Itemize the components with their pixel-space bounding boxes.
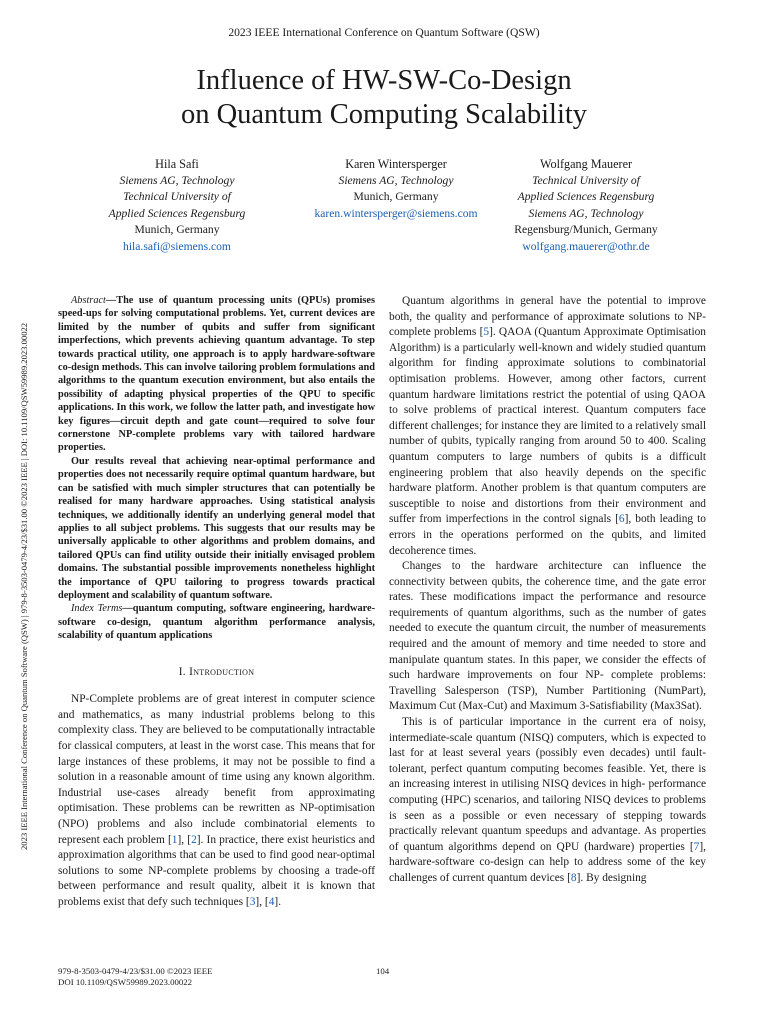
author-location: Munich, Germany — [134, 223, 220, 236]
side-margin-notice — [19, 190, 31, 850]
paper-title — [0, 64, 768, 132]
intro-text: ], [ — [255, 895, 269, 908]
author-affiliation: Technical University of — [532, 173, 640, 187]
abstract-label: Abstract — [71, 295, 106, 306]
conference-header: 2023 IEEE International Conference on Quantum Software (QSW) — [228, 26, 540, 39]
author-block-mauerer — [500, 156, 672, 255]
body-paragraph-3 — [389, 715, 706, 887]
index-terms-label: Index Terms — [71, 603, 123, 615]
author-affiliation: Siemens AG, Technology — [528, 206, 644, 220]
author-affiliation: Applied Sciences Regensburg — [517, 190, 655, 203]
citation-link[interactable]: 7 — [693, 840, 700, 853]
author-affiliation: Applied Sciences Regensburg — [108, 206, 246, 220]
author-email-link[interactable]: wolfgang.mauerer@othr.de — [522, 239, 650, 253]
author-location: Regensburg/Munich, Germany — [514, 223, 658, 236]
index-terms-text: —quantum computing, software engineering, hardware-software co-design, quantum algorithm performance analysis, scalability of quantum applications — [58, 603, 375, 642]
abstract-paragraph-2: Our results reveal that achieving near-optimal performance and properties does not necessarily require optimal quantum hardware, but can be satisfied with much simpler structures that can potentially be realised for many hardware approaches. Using statistical analysis techniques, we additionally identify an underlying general model that applies to all subject problems. This suggests that our results may be universally applicable to other algorithms and problem domains, and tailored QPUs can find utility outside their initially envisaged problem domains. The substantial possible improvements nonetheless highlight the importance of QPU tailoring to progress towards practical deployment and scalability of quantum software. — [58, 455, 375, 601]
citation-link[interactable]: 1 — [171, 833, 178, 846]
body-text: ], hardware-software co-design can help to address some of the key challenges of current quantum devices [ — [389, 840, 706, 884]
citation-link[interactable]: 8 — [570, 871, 577, 884]
intro-text: ]. — [274, 895, 282, 908]
author-block-safi — [88, 156, 266, 255]
intro-text: NP-Complete problems are of great interest in computer science and mathematics, as many industrial problems belong to this complexity class. They are believed to be computationally intractable for classical computers, at least in the worst case. This means that for large instances of these problems, it may not be possible to find a solution in a reasonable amount of time using any known algorithm. Industrial use-cases already benefit from approximating optimisation. These problems can be rewritten as NP-optimisation (NPO) problems and also include combinatorial elements to represent each problem [ — [58, 693, 375, 846]
author-affiliation: Siemens AG, Technology — [338, 173, 454, 187]
left-column — [58, 294, 375, 910]
author-email-link[interactable]: hila.safi@siemens.com — [123, 239, 231, 253]
citation-link[interactable]: 4 — [268, 895, 275, 908]
title-line-2: on Quantum Computing Scalability — [180, 99, 588, 130]
right-column — [389, 294, 706, 887]
citation-link[interactable]: 2 — [191, 833, 197, 846]
body-text: ], both leading to errors in the operations performed on the qubits, and limited decoherence times. — [389, 513, 706, 557]
abstract — [58, 294, 375, 643]
abstract-paragraph-1 — [58, 294, 375, 455]
author-affiliation: Siemens AG, Technology — [119, 173, 235, 187]
citation-link[interactable]: 5 — [483, 326, 490, 339]
author-affiliation: Technical University of — [123, 190, 231, 203]
body-text: ]. QAOA (Quantum Approximate Optimisation Algorithm) is a particularly well-known and widely studied quantum algorithm for finding approximate solutions to combinatorial optimisation problems. However, among other factors, current quantum hardware limitations restrict the potential of using QAOA to solve problems of practical interest. Quantum computers face different challenges; for instance they are limited to a relatively small number of qubits, typically ranging from around 50 to 400. Scaling quantum computers to large numbers of qubits is a difficult engineering problem that also heavily depends on the specific hardware platform. Another problem is that quantum computers are susceptible to noise and distortions from their environment and suffer from imperfections in the control signals [ — [389, 326, 706, 526]
footer-isbn: 979-8-3503-0479-4/23/$31.00 ©2023 IEEE — [58, 966, 213, 976]
section-heading-introduction — [58, 665, 375, 681]
page-footer — [58, 966, 213, 988]
body-text: This is of particular importance in the current era of noisy, intermediate-scale quantum (NISQ) computers, which is expected to last for at least several years (possibly even decades) until fault-tolerant, perfect quantum computing becomes feasible. Yet, there is an increasing interest in utilising NISQ devices in high- performance computing (HPC) scenarios, and tailoring NISQ devices to problems is seen as a possible or even necessary of stepping towards practically relevant quantum speedups and advantage. As properties of quantum algorithms depend on QPU (hardware) properties [ — [389, 716, 706, 853]
intro-paragraph-1 — [58, 692, 375, 910]
abstract-text-1: —The use of quantum processing units (QPUs) promises speed-ups for solving computational problems. Yet, current devices are limited by the number of qubits and suffer from significant imperfections, which prevents achieving quantum advantage. To step towards practical utility, one approach is to apply hardware-software co-design methods. This can involve tailoring problem formulations and algorithms to the quantum execution environment, but also entails the possibility of adapting physical properties of the QPU to specific applications. In this work, we follow the latter path, and investigate how key figures—circuit depth and gate count—required to solve four cornerstone NP-complete problems vary with tailored hardware properties. — [58, 295, 375, 454]
side-margin-text: 2023 IEEE International Conference on Quantum Software (QSW) | 979-8-3503-0479-4/23/$31.00 ©2023 IEEE | DOI: 10.1109/QSW59989.2023.00022 — [19, 322, 29, 850]
intro-text: ]. In practice, there exist heuristics and approximation algorithms that can be used to find good near-optimal solutions to some NP-complete problems by choosing a trade-off between performance and result quality, albeit it is known that problems exist that defy such techniques [ — [58, 833, 375, 908]
page-number: 104 — [376, 966, 390, 976]
citation-link[interactable]: 3 — [249, 895, 256, 908]
title-line-1: Influence of HW-SW-Co-Design — [196, 65, 572, 96]
body-paragraph-2: Changes to the hardware architecture can influence the connectivity between qubits, the coherence time, and the gate error rates. These modifications impact the performance and resource requirements of quantum algorithms, such as the number of gates needed to execute the quantum circuit, the number of measurements required and the amount of memory and time needed to store and manipulate quantum states. In this paper, we consider the effects of such hardware improvements on four NP- complete problems: Travelling Salesperson (TSP), Number Partitioning (NumPart), Maximum Cut (Max-Cut) and Maximum 3-Satisfiability (Max3Sat). — [389, 560, 706, 713]
body-paragraph-1 — [389, 294, 706, 559]
citation-link[interactable]: 6 — [618, 513, 625, 526]
section-title: Introduction — [189, 665, 255, 678]
body-text: ]. By designing — [576, 871, 647, 884]
author-name: Hila Safi — [155, 157, 199, 171]
author-email-link[interactable]: karen.wintersperger@siemens.com — [314, 206, 478, 220]
author-block-wintersperger — [290, 156, 502, 222]
section-numeral: I. — [178, 665, 186, 678]
body-text: Quantum algorithms in general have the potential to improve both, the quality and performance of approximate solutions to NP-complete problems [ — [389, 295, 706, 339]
author-name: Karen Wintersperger — [345, 157, 447, 171]
footer-doi: DOI 10.1109/QSW59989.2023.00022 — [58, 977, 193, 987]
intro-text: ], [ — [177, 833, 192, 846]
author-name: Wolfgang Mauerer — [539, 157, 633, 171]
index-terms — [58, 602, 375, 642]
author-location: Munich, Germany — [353, 190, 439, 203]
